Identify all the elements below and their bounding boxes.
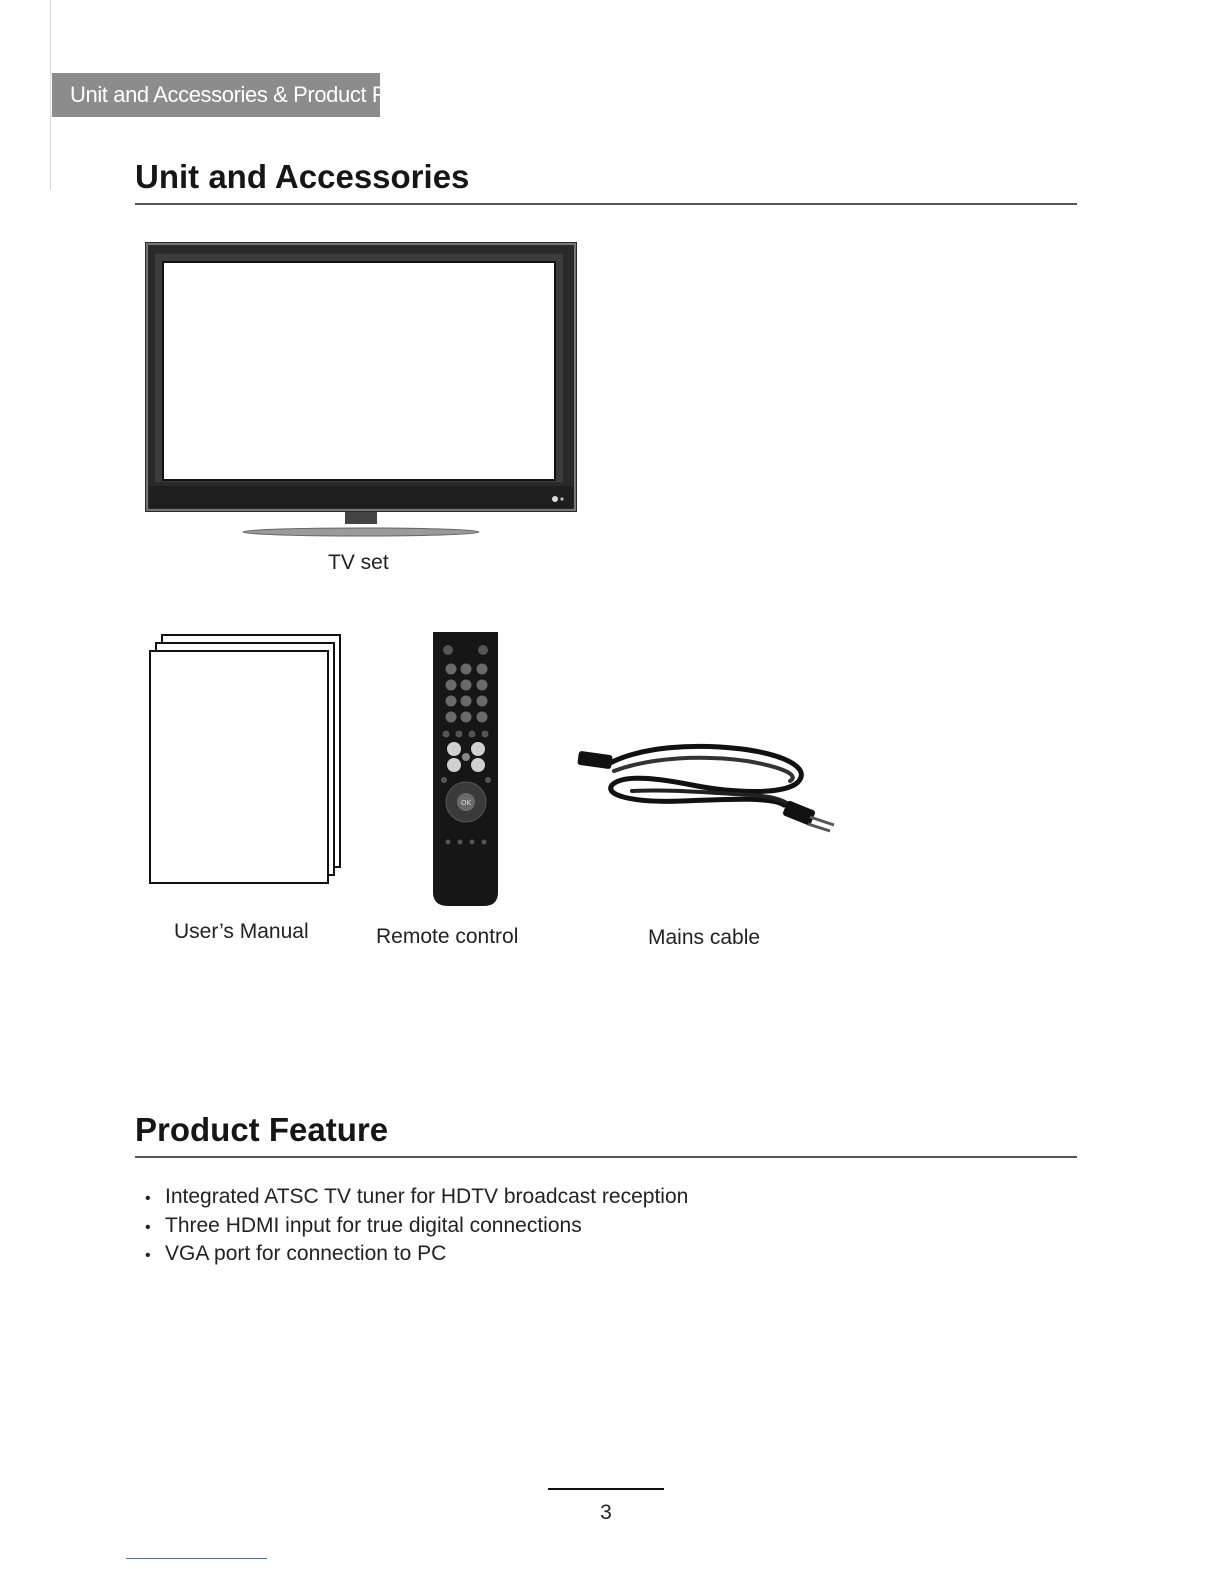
feature-text: VGA port for connection to PC <box>165 1242 447 1265</box>
mains-cable-caption: Mains cable <box>648 926 761 949</box>
bullet-marker: • <box>145 1218 151 1236</box>
feature-item <box>145 1213 688 1242</box>
page-margin-rule <box>50 0 51 190</box>
section-header-label: Unit and Accessories & Product Feature <box>70 82 445 107</box>
tv-set-illustration <box>143 240 579 540</box>
remote-control-caption: Remote control <box>376 925 519 948</box>
feature-item <box>145 1241 688 1270</box>
mains-cable-illustration <box>572 735 842 835</box>
manual-illustration <box>146 632 346 888</box>
remote-control-illustration <box>430 630 502 908</box>
product-feature-rule <box>135 1156 1077 1158</box>
unit-accessories-title: Unit and Accessories <box>135 158 470 195</box>
feature-item <box>145 1184 688 1213</box>
bullet-marker: • <box>145 1247 151 1264</box>
bullet-marker: • <box>145 1190 151 1207</box>
feature-text: Integrated ATSC TV tuner for HDTV broadcast reception <box>165 1185 689 1208</box>
manual-caption: User’s Manual <box>174 920 309 943</box>
tv-set-caption: TV set <box>328 551 389 574</box>
page-number-rule <box>548 1488 664 1490</box>
footer-link-underline <box>126 1558 267 1559</box>
remote-ok-button-label: OK <box>460 799 472 807</box>
product-feature-title: Product Feature <box>135 1111 389 1148</box>
feature-list <box>145 1184 688 1270</box>
page-number: 3 <box>600 1501 612 1524</box>
unit-accessories-rule <box>135 203 1077 205</box>
section-header-tab <box>52 73 445 117</box>
feature-text: Three HDMI input for true digital connections <box>165 1213 582 1237</box>
